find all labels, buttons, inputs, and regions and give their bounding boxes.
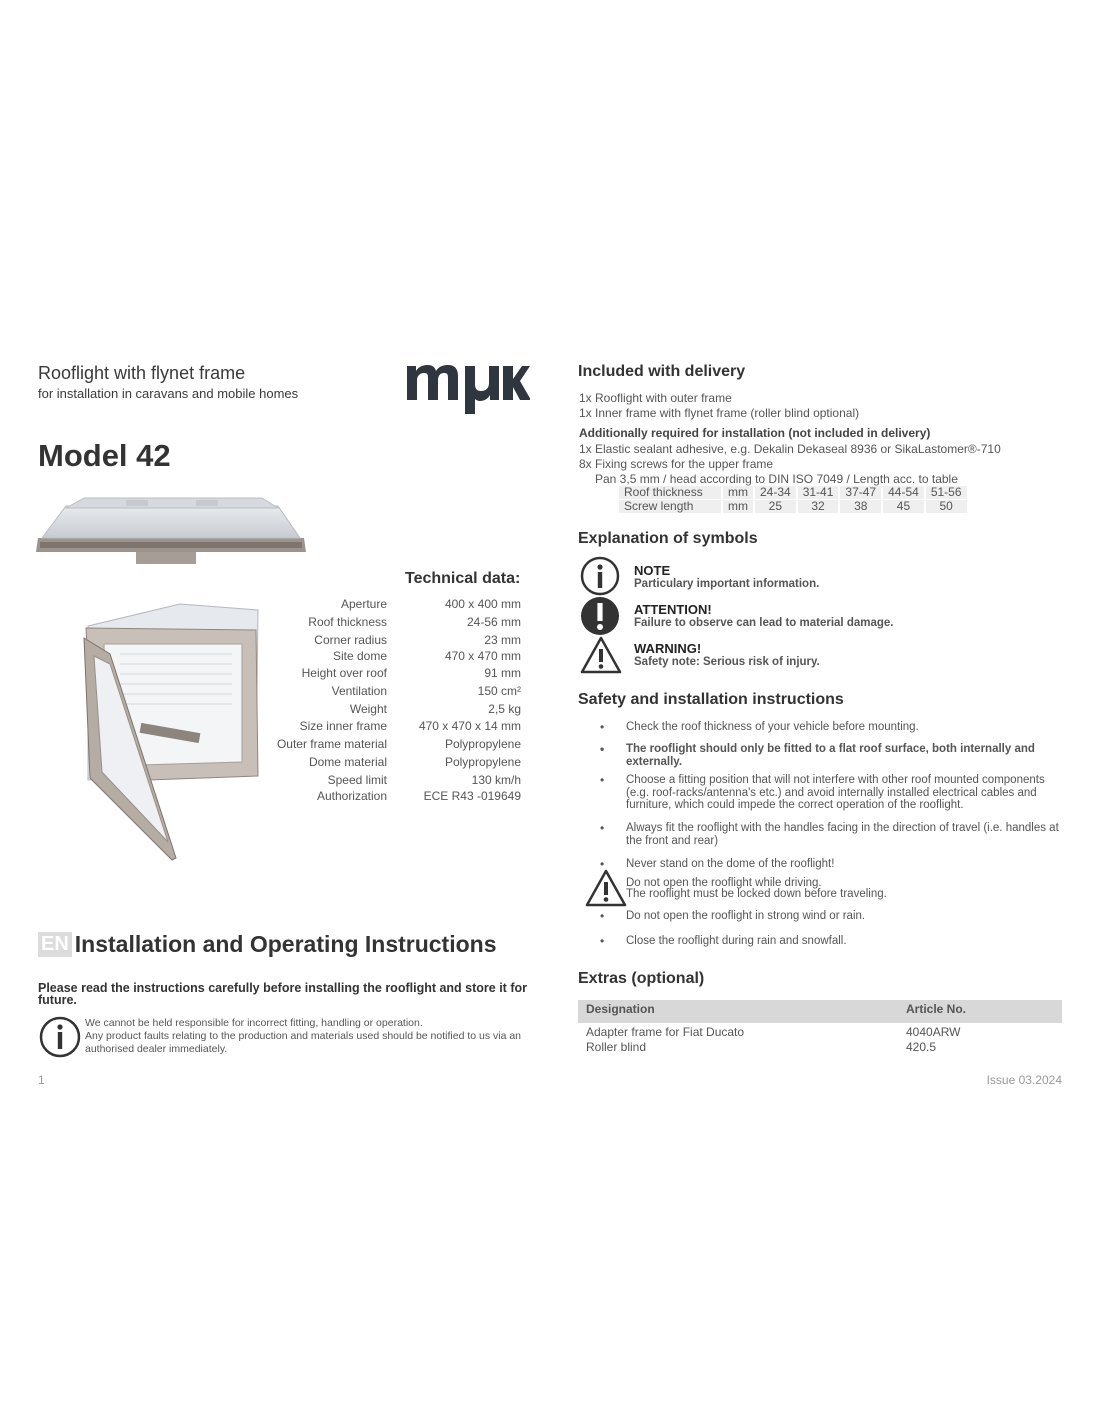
- spec-row: Site dome 470 x 470 mm: [332, 649, 521, 663]
- disclaimer: [85, 1017, 525, 1056]
- extras-article: 420.5: [906, 1040, 937, 1054]
- extras-title: Extras (optional): [578, 970, 705, 987]
- spec-row: Ventilation 150 cm²: [331, 684, 521, 698]
- info-icon: [580, 556, 620, 601]
- symbol-title: WARNING!: [634, 641, 702, 656]
- spec-row: Aperture 400 x 400 mm: [340, 597, 521, 611]
- spec-row: Corner radius 23 mm: [314, 633, 521, 647]
- screw-table: [617, 485, 969, 514]
- extras-designation: Roller blind: [586, 1040, 647, 1054]
- extras-table-header: Designation Article No.: [578, 1000, 1062, 1023]
- instructions-heading: [38, 931, 497, 959]
- symbols-title: Explanation of symbols: [578, 530, 758, 547]
- spec-row: Weight 2,5 kg: [349, 702, 521, 716]
- delivery-item: 1x Rooflight with outer frame: [579, 391, 732, 405]
- symbol-text: Particulary important information.: [634, 578, 820, 590]
- warning-triangle-icon: [585, 868, 627, 913]
- instructions-title: Installation and Operating Instructions: [74, 931, 497, 957]
- spec-row: Outer frame material Polypropylene: [276, 737, 521, 751]
- issue-date: Issue 03.2024: [986, 1073, 1062, 1087]
- disclaimer-line: We cannot be held responsible for incorrect fitting, handling or operation.: [85, 1017, 423, 1029]
- symbol-text: Safety note: Serious risk of injury.: [634, 656, 820, 668]
- rooflight-open-image: [80, 598, 265, 868]
- spec-row: Dome material Polypropylene: [308, 755, 521, 769]
- additional-item: 8x Fixing screws for the upper frame: [579, 457, 774, 471]
- language-badge: EN: [38, 932, 72, 957]
- extras-designation: Adapter frame for Fiat Ducato: [586, 1025, 745, 1039]
- disclaimer-line: Any product faults relating to the production and materials used should be notified to us via an authorised dealer immediately.: [85, 1030, 522, 1055]
- additional-item: 1x Elastic sealant adhesive, e.g. Dekalin Dekaseal 8936 or SikaLastomer®-710: [579, 442, 1001, 456]
- product-subtitle: for installation in caravans and mobile homes: [38, 386, 299, 401]
- info-icon: [39, 1016, 81, 1063]
- safety-title: Safety and installation instructions: [578, 691, 844, 708]
- spec-row: Authorization ECE R43 -019649: [316, 789, 521, 803]
- warning-triangle-icon: [580, 635, 622, 680]
- model-name: Model 42: [38, 438, 171, 473]
- brand-logo: [405, 352, 530, 419]
- page-number: 1: [38, 1073, 45, 1087]
- symbol-text: Failure to observe can lead to material damage.: [634, 617, 894, 629]
- technical-data-title: Technical data:: [405, 570, 521, 587]
- spec-row: Speed limit 130 km/h: [327, 773, 521, 787]
- table-row: Roof thickness mm 24-34 31-41 37-47 44-54 51-56: [619, 486, 967, 499]
- spec-row: Roof thickness 24-56 mm: [308, 615, 521, 629]
- delivery-title: Included with delivery: [578, 363, 746, 380]
- warning-note: Do not open the rooflight while driving. The rooflight must be locked down before traveling.: [626, 877, 887, 900]
- read-note: Please read the instructions carefully before installing the rooflight and store it for future.: [38, 981, 527, 1007]
- spec-row: Size inner frame 470 x 470 x 14 mm: [299, 719, 521, 733]
- spec-row: Height over roof 91 mm: [301, 666, 521, 680]
- delivery-item: 1x Inner frame with flynet frame (roller blind optional): [579, 406, 860, 420]
- symbol-title: NOTE: [634, 563, 671, 578]
- screw-note: Pan 3,5 mm / head according to DIN ISO 7049 / Length acc. to table: [595, 472, 958, 486]
- extras-article: 4040ARW: [906, 1025, 961, 1039]
- table-row: Screw length mm 25 32 38 45 50: [619, 500, 967, 513]
- additional-title: Additionally required for installation (not included in delivery): [579, 426, 931, 440]
- symbol-title: ATTENTION!: [634, 602, 712, 617]
- product-title: Rooflight with flynet frame: [38, 363, 246, 383]
- rooflight-closed-image: [36, 494, 308, 579]
